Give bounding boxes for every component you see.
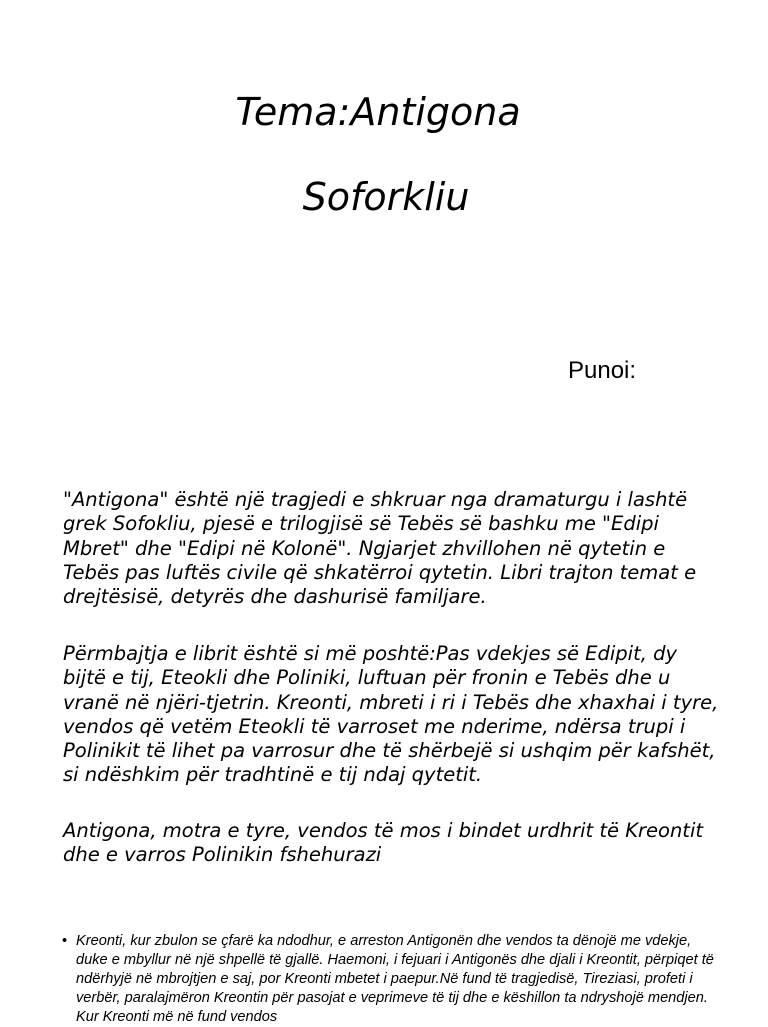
bullet-text: Kreonti, kur zbulon se çfarë ka ndodhur, e arreston Antigonën dhe vendos ta dënojë me vdekje, duke e mbyllur në një shpellë të gjallë. Haemoni, i fejuari i Antigonës dhe djali i Kreontit, përpiqet të ndërhyjë në mbrojtjen e saj, por Kreonti mbetet i paepur.Në fund të tragjedisë, Tireziasi, profeti i verbër, paralajmëron Kreontin për pasojat e veprimeve të tij dhe e këshillon ta ndryshojë mendjen. Kur Kreonti më në fund vendos <box>76 933 714 1025</box>
bullet-marker: • <box>62 933 68 949</box>
paragraph-intro: "Antigona" është një tragjedi e shkruar nga dramaturgu i lashtë grek Sofokliu, pjesë e trilogjisë së Tebës së bashku me "Edipi Mbret" dhe "Edipi në Kolonë". Ngjarjet zhvillohen në qytetin e Tebës pas luftës civile që shkatërroi qytetin. Libri trajton temat e drejtësisë, detyrës dhe dashurisë familjare. <box>63 488 697 609</box>
paragraph-summary: Përmbajtja e librit është si më poshtë:Pas vdekjes së Edipit, dy bijtë e tij, Eteokli dhe Poliniki, luftuan për fronin e Tebës dhe u vranë në njëri-tjetrin. Kreonti, mbreti i ri i Tebës dhe xhaxhai i tyre, vendos që vetëm Eteokli të varroset me nderime, ndërsa trupi i Polinikit të lihet pa varrosur dhe të shërbejë si ushqim për kafshët, si ndëshkim për tradhtinë e tij ndaj qytetit. <box>63 642 719 787</box>
author-label: Punoi: <box>568 357 637 384</box>
paragraph-antigona: Antigona, motra e tyre, vendos të mos i bindet urdhrit të Kreontit dhe e varros Polinikin fshehurazi <box>63 819 704 867</box>
page-title: Tema:Antigona <box>235 90 521 134</box>
bullet-item <box>62 932 722 1027</box>
page-subtitle: Soforkliu <box>302 175 470 219</box>
